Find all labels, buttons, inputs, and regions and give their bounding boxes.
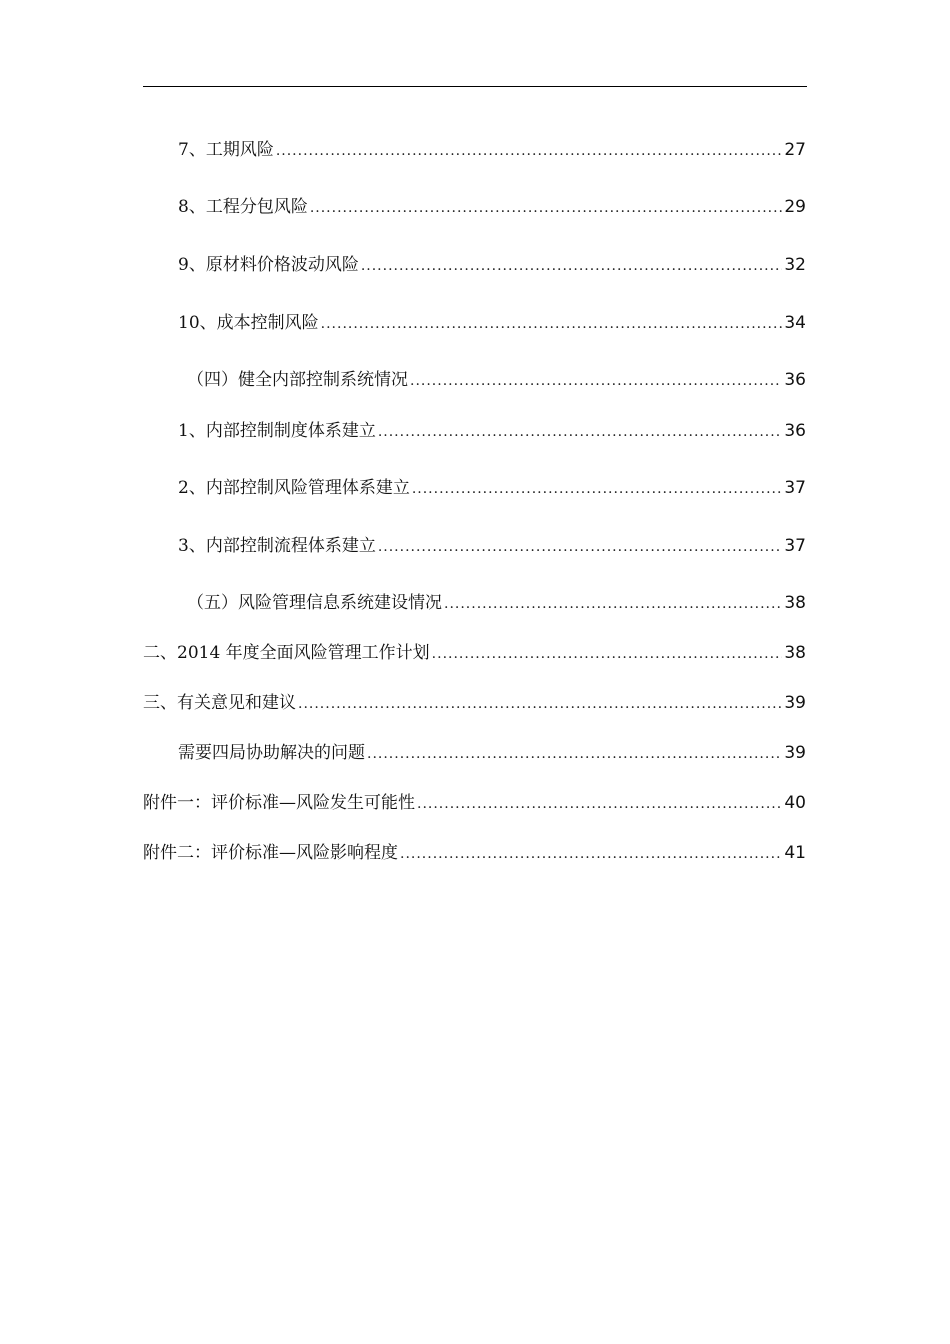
toc-entry[interactable]	[178, 252, 806, 278]
toc-entry-page: 36	[784, 421, 806, 441]
toc-entry-page: 27	[784, 140, 806, 160]
toc-entry[interactable]	[143, 790, 806, 816]
toc-entry[interactable]	[143, 640, 806, 666]
toc-dot-leader	[400, 841, 782, 867]
toc-entry-page: 32	[784, 255, 806, 275]
toc-dot-leader	[361, 253, 783, 279]
toc-dot-leader	[367, 741, 782, 767]
toc-entry-title: 9、原材料价格波动风险	[178, 255, 359, 275]
toc-entry-title: 附件一：评价标准—风险发生可能性	[143, 793, 415, 813]
toc-entry-title: （五）风险管理信息系统建设情况	[187, 593, 442, 613]
toc-dot-leader	[378, 419, 783, 445]
toc-entry-title: 二、2014 年度全面风险管理工作计划	[143, 643, 430, 663]
toc-entry-page: 40	[784, 793, 806, 813]
toc-entry[interactable]	[178, 418, 806, 444]
header-rule	[143, 86, 807, 87]
toc-entry[interactable]	[178, 475, 806, 501]
toc-entry-page: 38	[784, 643, 806, 663]
toc-entry[interactable]	[178, 137, 806, 163]
toc-entry-page: 36	[784, 370, 806, 390]
toc-entry-page: 38	[784, 593, 806, 613]
toc-entry-title: 8、工程分包风险	[178, 197, 308, 217]
toc-entry-title: 三、有关意见和建议	[143, 693, 296, 713]
toc-entry-page: 39	[784, 743, 806, 763]
toc-entry-page: 39	[784, 693, 806, 713]
toc-dot-leader	[310, 195, 783, 221]
toc-entry-page: 41	[784, 843, 806, 863]
toc-entry[interactable]	[187, 590, 806, 616]
toc-entry-title: 3、内部控制流程体系建立	[178, 536, 376, 556]
toc-entry[interactable]	[143, 690, 806, 716]
toc-entry-title: 7、工期风险	[178, 140, 274, 160]
toc-entry[interactable]	[178, 310, 806, 336]
toc-entry[interactable]	[143, 840, 806, 866]
toc-dot-leader	[276, 138, 783, 164]
toc-dot-leader	[410, 368, 782, 394]
toc-entry-page: 29	[784, 197, 806, 217]
toc-entry[interactable]	[178, 533, 806, 559]
toc-entry-title: 1、内部控制制度体系建立	[178, 421, 376, 441]
toc-entry-page: 37	[784, 536, 806, 556]
toc-dot-leader	[444, 591, 782, 617]
toc-dot-leader	[298, 691, 782, 717]
toc-dot-leader	[321, 311, 783, 337]
toc-entry-title: 2、内部控制风险管理体系建立	[178, 478, 410, 498]
toc-dot-leader	[378, 534, 783, 560]
toc-entry-title: 附件二：评价标准—风险影响程度	[143, 843, 398, 863]
toc-entry[interactable]	[187, 367, 806, 393]
toc-entry-title: 10、成本控制风险	[178, 313, 319, 333]
toc-dot-leader	[412, 476, 783, 502]
toc-entry-title: 需要四局协助解决的问题	[178, 743, 365, 763]
toc-dot-leader	[417, 791, 782, 817]
toc-entry[interactable]	[178, 194, 806, 220]
toc-entry[interactable]	[178, 740, 806, 766]
toc-entry-title: （四）健全内部控制系统情况	[187, 370, 408, 390]
toc-dot-leader	[432, 641, 783, 667]
toc-entry-page: 37	[784, 478, 806, 498]
toc-entry-page: 34	[784, 313, 806, 333]
